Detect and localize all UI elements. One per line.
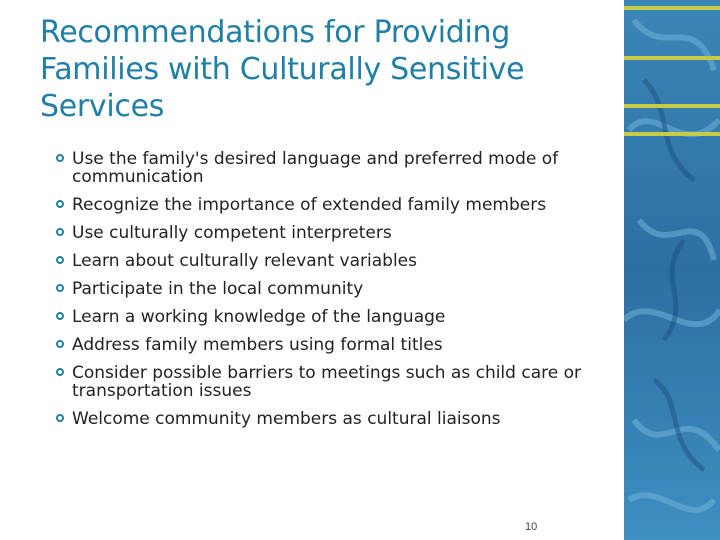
bullet-icon [56, 312, 64, 320]
list-item [56, 224, 616, 242]
bullet-icon [56, 256, 64, 264]
list-item [56, 280, 616, 298]
list-item [56, 308, 616, 326]
decorative-band [624, 0, 720, 540]
list-item [56, 196, 616, 214]
bullet-icon [56, 368, 64, 376]
bullet-icon [56, 154, 64, 162]
bullet-text: Address family members using formal titles [72, 335, 443, 355]
list-item [56, 252, 616, 270]
bullet-text: Welcome community members as cultural liaisons [72, 409, 501, 429]
bullet-text: Use culturally competent interpreters [72, 223, 392, 243]
bullet-icon [56, 284, 64, 292]
slide-title: Recommendations for Providing Families with Culturally Sensitive Services [40, 15, 525, 124]
bullet-text: Participate in the local community [72, 279, 364, 299]
bullet-icon [56, 228, 64, 236]
bullet-list [56, 150, 616, 438]
bullet-icon [56, 414, 64, 422]
bullet-text: Recognize the importance of extended family members [72, 195, 547, 215]
list-item [56, 364, 616, 400]
bullet-icon [56, 340, 64, 348]
list-item [56, 336, 616, 354]
list-item [56, 410, 616, 428]
page-number: 10 [525, 521, 538, 533]
bullet-text: Use the family's desired language and preferred mode of communication [72, 149, 559, 187]
bullet-icon [56, 200, 64, 208]
bullet-text: Consider possible barriers to meetings such as child care or transportation issues [72, 363, 581, 401]
list-item [56, 150, 616, 186]
bullet-text: Learn about culturally relevant variables [72, 251, 417, 271]
decorative-band-art [624, 0, 720, 540]
bullet-text: Learn a working knowledge of the language [72, 307, 446, 327]
